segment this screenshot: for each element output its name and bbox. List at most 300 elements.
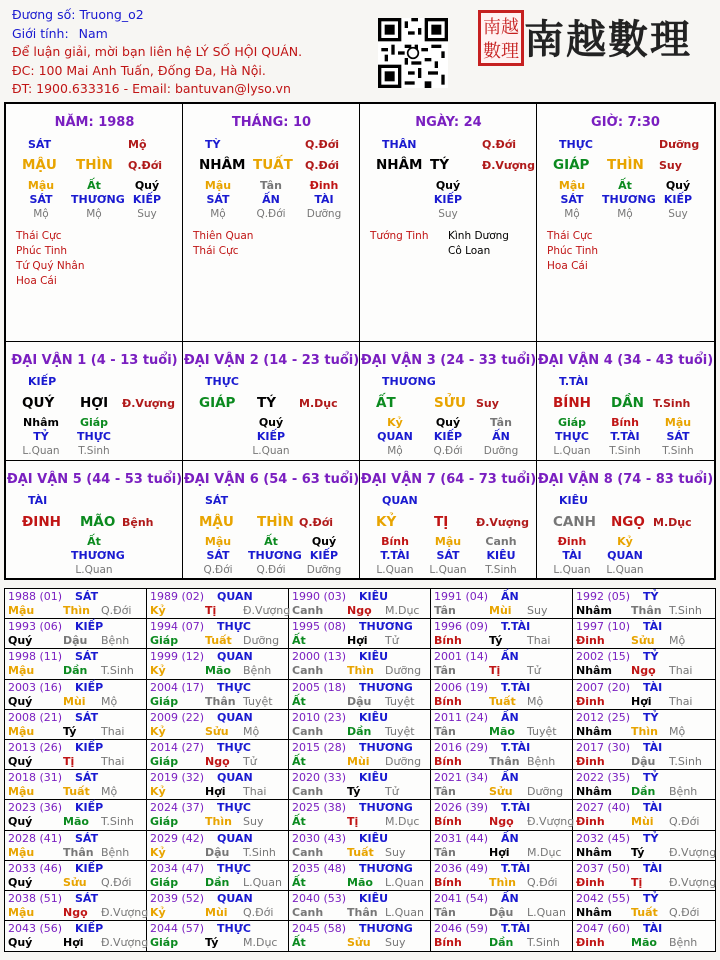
hidden-star: THƯƠNG xyxy=(602,193,656,206)
year-star: THỰC xyxy=(217,861,251,875)
year-star: THƯƠNG xyxy=(359,680,413,694)
pillar-can: NHÂM xyxy=(376,157,423,173)
year-can: Ất xyxy=(292,936,306,950)
dai-van-state: Đ.Vượng xyxy=(122,397,176,410)
dai-van-state: Q.Đới xyxy=(299,516,334,529)
year-label: 2046 (59) xyxy=(434,922,489,936)
year-label: 2016 (29) xyxy=(434,741,489,754)
hidden-can: Ất xyxy=(264,535,278,548)
year-cell xyxy=(431,649,573,679)
year-state: M.Dục xyxy=(243,936,278,950)
dai-van-title: ĐẠI VẬN 8 (74 - 83 tuổi) xyxy=(537,472,714,487)
year-label: 2045 (58) xyxy=(292,922,347,936)
year-chi: Tuất xyxy=(631,906,658,919)
year-star: SÁT xyxy=(75,590,99,603)
year-chi: Tuất xyxy=(205,634,232,648)
year-star: T.TÀI xyxy=(501,861,531,875)
shensha-right: Cô Loan xyxy=(448,245,491,257)
hidden-can: Ất xyxy=(87,179,101,192)
year-state: Q.Đới xyxy=(101,875,132,889)
year-cell xyxy=(5,589,147,619)
year-state: L.Quan xyxy=(385,906,424,919)
year-chi: Tuất xyxy=(347,845,374,859)
year-can: Đinh xyxy=(576,815,605,829)
year-star: TÀI xyxy=(643,620,663,634)
year-can: Nhâm xyxy=(576,906,612,919)
hidden-can: Mậu xyxy=(558,179,586,192)
shensha-right: Kình Dương xyxy=(448,230,509,242)
year-star: TÀI xyxy=(643,680,663,694)
dai-van-chi: NGỌ xyxy=(611,514,645,530)
dai-van-star: KIÊU xyxy=(559,494,589,507)
year-state: Mộ xyxy=(669,634,686,648)
hidden-can: Quý xyxy=(665,179,691,192)
shensha-left: Thiên Quan xyxy=(193,230,254,242)
year-star: THƯƠNG xyxy=(359,620,413,634)
dai-van-title: ĐẠI VẬN 4 (34 - 43 tuổi) xyxy=(537,353,714,368)
year-can: Mậu xyxy=(8,785,35,799)
pillar-cell xyxy=(537,104,714,342)
year-label: 1989 (02) xyxy=(150,590,205,603)
shensha-left: Thái Cực xyxy=(193,245,239,257)
year-label: 1997 (10) xyxy=(576,620,631,634)
dai-van-star: KIẾP xyxy=(28,375,57,388)
year-cell xyxy=(289,619,431,649)
year-star: SÁT xyxy=(75,650,99,664)
year-label: 2036 (49) xyxy=(434,861,489,875)
year-state: Tử xyxy=(385,634,399,648)
year-chi: Dậu xyxy=(205,845,230,859)
year-star: TỶ xyxy=(643,771,659,785)
year-chi: Tý xyxy=(631,845,645,859)
year-cell xyxy=(5,740,147,770)
year-label: 2030 (43) xyxy=(292,831,347,845)
year-cell xyxy=(573,891,715,921)
pillar-chi: TUẤT xyxy=(253,157,293,173)
hidden-star: ẤN xyxy=(262,193,280,206)
contact-line-3[interactable]: ĐT: 1900.633316 - Email: bantuvan@lyso.vn xyxy=(12,81,291,96)
dai-van-cell xyxy=(183,461,360,580)
year-star: TÀI xyxy=(643,922,663,936)
dai-van-state: M.Dục xyxy=(299,397,338,410)
year-star: KIẾP xyxy=(75,801,104,815)
year-state: Thai xyxy=(527,634,551,648)
year-state: Mộ xyxy=(527,694,544,708)
pillar-star-state: Dưỡng xyxy=(659,138,700,151)
year-state: M.Dục xyxy=(385,604,420,617)
year-cell xyxy=(573,861,715,891)
hidden-star: KIẾP xyxy=(132,193,162,206)
year-chi: Tị xyxy=(631,875,643,889)
year-star: ẤN xyxy=(501,710,519,724)
year-cell xyxy=(289,921,431,951)
year-cell xyxy=(147,649,289,679)
year-star: QUAN xyxy=(217,771,253,785)
year-state: Thai xyxy=(101,755,125,768)
year-state: Bệnh xyxy=(527,755,556,768)
dai-van-can: BÍNH xyxy=(553,395,591,411)
year-chi: Tị xyxy=(347,815,359,829)
year-state: Tử xyxy=(527,664,541,678)
year-label: 1990 (03) xyxy=(292,590,347,603)
year-can: Canh xyxy=(292,604,324,617)
dai-van-can: KỶ xyxy=(376,514,397,530)
hidden-state: Suy xyxy=(137,208,157,220)
year-state: Bệnh xyxy=(669,936,698,950)
year-state: Bệnh xyxy=(101,845,130,859)
year-label: 2003 (16) xyxy=(8,680,63,694)
year-label: 2042 (55) xyxy=(576,892,631,905)
hidden-can: Giáp xyxy=(79,416,109,429)
year-state: Đ.Vượng xyxy=(101,906,149,919)
year-can: Kỷ xyxy=(150,845,166,859)
year-cell xyxy=(573,589,715,619)
dai-van-state: T.Sinh xyxy=(653,397,691,410)
year-label: 1991 (04) xyxy=(434,590,489,603)
dai-van-star: THƯƠNG xyxy=(382,375,436,388)
year-chi: Thân xyxy=(631,604,662,617)
year-star: ẤN xyxy=(501,892,519,905)
year-state: T.Sinh xyxy=(101,664,134,678)
hidden-state: Q.Đới xyxy=(256,564,286,576)
hidden-can: Tân xyxy=(490,416,512,429)
year-can: Bính xyxy=(434,815,462,829)
year-cell xyxy=(289,891,431,921)
year-state: Suy xyxy=(385,845,406,859)
year-chi: Mùi xyxy=(63,694,86,708)
year-state: Đ.Vượng xyxy=(101,936,149,950)
pillar-chi-state: Q.Đới xyxy=(128,159,163,172)
hidden-star: KIẾP xyxy=(309,549,339,562)
year-chi: Tý xyxy=(63,724,77,738)
year-can: Canh xyxy=(292,906,324,919)
year-label: 2032 (45) xyxy=(576,831,631,845)
hidden-can: Kỷ xyxy=(617,535,633,548)
year-can: Đinh xyxy=(576,755,605,768)
year-state: Bệnh xyxy=(669,785,698,799)
year-can: Nhâm xyxy=(576,785,612,799)
year-state: Mộ xyxy=(243,724,260,738)
year-chi: Thân xyxy=(347,906,378,919)
year-chi: Mão xyxy=(631,936,657,950)
year-chi: Mão xyxy=(489,724,515,738)
year-label: 1996 (09) xyxy=(434,620,489,634)
year-state: Mộ xyxy=(669,724,686,738)
year-label: 2043 (56) xyxy=(8,922,63,936)
gender-value: Nam xyxy=(78,25,108,41)
year-label: 2047 (60) xyxy=(576,922,631,936)
hidden-star: T.TÀI xyxy=(380,549,410,562)
pillar-cell xyxy=(6,104,183,342)
hidden-state: Q.Đới xyxy=(433,445,463,457)
year-star: T.TÀI xyxy=(501,922,531,936)
hidden-state: L.Quan xyxy=(22,445,60,457)
year-state: M.Dục xyxy=(527,845,562,859)
year-label: 2008 (21) xyxy=(8,710,63,724)
year-state: Thai xyxy=(669,664,693,678)
year-can: Quý xyxy=(8,875,33,889)
hidden-can: Giáp xyxy=(557,416,587,429)
shensha-left: Thái Cực xyxy=(16,230,62,242)
year-can: Bính xyxy=(434,694,462,708)
annual-luck-grid xyxy=(4,588,716,952)
year-can: Kỷ xyxy=(150,604,166,617)
year-label: 2009 (22) xyxy=(150,710,205,724)
year-cell xyxy=(573,770,715,800)
hidden-star: SÁT xyxy=(560,193,584,206)
hidden-state: T.Sinh xyxy=(609,445,641,457)
year-cell xyxy=(5,921,147,951)
year-cell xyxy=(573,649,715,679)
year-can: Tân xyxy=(434,906,456,919)
year-can: Nhâm xyxy=(576,845,612,859)
year-chi: Ngọ xyxy=(205,755,230,768)
shensha-left: Thái Cực xyxy=(547,230,593,242)
year-state: Tử xyxy=(385,785,399,799)
hidden-state: Mộ xyxy=(617,208,633,220)
hidden-star: KIẾP xyxy=(433,430,463,443)
dai-van-title: ĐẠI VẬN 6 (54 - 63 tuổi) xyxy=(183,472,360,487)
hidden-can: Bính xyxy=(611,416,639,429)
hidden-star: KIẾP xyxy=(433,193,463,206)
year-star: THƯƠNG xyxy=(359,861,413,875)
hidden-star: TÀI xyxy=(562,549,582,562)
year-cell xyxy=(147,921,289,951)
year-chi: Thân xyxy=(489,755,520,768)
year-cell xyxy=(5,710,147,740)
year-star: T.TÀI xyxy=(501,741,531,754)
year-state: T.Sinh xyxy=(101,815,134,829)
year-star: KIÊU xyxy=(359,892,389,905)
year-cell xyxy=(289,680,431,710)
year-chi: Sửu xyxy=(63,875,87,889)
hidden-star: SÁT xyxy=(666,430,690,443)
dai-van-cell xyxy=(360,461,537,580)
year-state: Dưỡng xyxy=(243,634,280,648)
hidden-can: Quý xyxy=(311,535,337,548)
pillar-title: GIỜ: 7:30 xyxy=(591,115,660,130)
year-can: Quý xyxy=(8,755,33,768)
year-star: QUAN xyxy=(217,650,253,664)
year-can: Tân xyxy=(434,604,456,617)
year-can: Quý xyxy=(8,936,33,950)
year-cell xyxy=(147,770,289,800)
hidden-can: Mậu xyxy=(204,179,232,192)
year-cell xyxy=(5,891,147,921)
hidden-state: L.Quan xyxy=(553,445,591,457)
pillar-star: THỰC xyxy=(559,138,593,151)
year-can: Giáp xyxy=(150,694,179,708)
dai-van-chi: SỬU xyxy=(434,395,466,411)
year-can: Ất xyxy=(292,694,306,708)
year-star: KIÊU xyxy=(359,590,389,603)
year-chi: Thìn xyxy=(631,724,658,738)
hidden-state: Mộ xyxy=(564,208,580,220)
dai-van-can: GIÁP xyxy=(199,395,236,411)
year-can: Canh xyxy=(292,845,324,859)
year-state: T.Sinh xyxy=(669,755,702,768)
pillar-can: GIÁP xyxy=(553,157,590,173)
year-star: SÁT xyxy=(75,771,99,785)
year-star: TÀI xyxy=(643,861,663,875)
year-star: THƯƠNG xyxy=(359,801,413,815)
year-label: 2035 (48) xyxy=(292,861,347,875)
pillar-star: TỲ xyxy=(205,138,221,151)
year-star: KIÊU xyxy=(359,650,389,664)
year-label: 2039 (52) xyxy=(150,892,205,905)
year-chi: Mão xyxy=(205,664,231,678)
year-state: Dưỡng xyxy=(385,664,422,678)
year-state: Tuyệt xyxy=(243,694,273,708)
year-cell xyxy=(431,861,573,891)
year-star: THỰC xyxy=(217,741,251,754)
year-cell xyxy=(289,831,431,861)
year-star: KIẾP xyxy=(75,741,104,754)
year-cell xyxy=(147,800,289,830)
brand-title: 南越數理 xyxy=(524,16,692,63)
year-label: 1992 (05) xyxy=(576,590,631,603)
year-cell xyxy=(147,710,289,740)
year-can: Kỷ xyxy=(150,785,166,799)
owner-value: Truong_o2 xyxy=(79,7,144,22)
hidden-state: Q.Đới xyxy=(203,564,233,576)
dai-van-chi: THÌN xyxy=(257,514,294,530)
year-chi: Hợi xyxy=(63,936,84,950)
year-can: Ất xyxy=(292,755,306,768)
year-state: Bệnh xyxy=(101,634,130,648)
year-can: Giáp xyxy=(150,755,179,768)
year-chi: Mùi xyxy=(205,906,228,919)
year-state: T.Sinh xyxy=(243,845,276,859)
hidden-star: THƯƠNG xyxy=(248,549,302,562)
year-can: Ất xyxy=(292,875,306,889)
year-label: 1994 (07) xyxy=(150,620,205,634)
year-state: Đ.Vượng xyxy=(527,815,575,829)
year-label: 2014 (27) xyxy=(150,741,205,754)
year-label: 2018 (31) xyxy=(8,771,63,785)
year-label: 2001 (14) xyxy=(434,650,489,664)
year-state: Suy xyxy=(243,815,264,829)
pillar-chi-state: Q.Đới xyxy=(305,159,340,172)
year-chi: Sửu xyxy=(205,724,229,738)
dai-van-state: M.Dục xyxy=(653,516,692,529)
year-label: 2000 (13) xyxy=(292,650,347,664)
year-label: 2040 (53) xyxy=(292,892,347,905)
year-state: Mộ xyxy=(101,785,118,799)
year-cell xyxy=(573,740,715,770)
year-can: Canh xyxy=(292,724,324,738)
pillar-star-state: Q.Đới xyxy=(305,138,340,151)
year-cell xyxy=(289,770,431,800)
year-cell xyxy=(573,800,715,830)
pillar-can: NHÂM xyxy=(199,157,246,173)
year-state: Q.Đới xyxy=(101,604,132,617)
year-can: Đinh xyxy=(576,634,605,648)
year-cell xyxy=(289,649,431,679)
year-star: KIÊU xyxy=(359,771,389,785)
year-can: Đinh xyxy=(576,936,605,950)
year-state: Q.Đới xyxy=(243,906,274,919)
shensha-left: Hoa Cái xyxy=(16,275,57,287)
hidden-state: Dưỡng xyxy=(306,208,342,220)
pillar-cell xyxy=(360,104,537,342)
dai-van-cell xyxy=(537,342,714,461)
year-label: 2026 (39) xyxy=(434,801,489,815)
hidden-star: ẤN xyxy=(492,430,510,443)
dai-van-state: Suy xyxy=(476,397,499,410)
year-chi: Sửu xyxy=(347,936,371,950)
pillar-can: MẬU xyxy=(22,157,57,173)
year-can: Mậu xyxy=(8,724,35,738)
pillar-star: SÁT xyxy=(28,138,52,151)
year-chi: Dần xyxy=(205,875,230,889)
year-chi: Thân xyxy=(205,694,236,708)
hidden-star: THỰC xyxy=(555,430,589,443)
year-cell xyxy=(147,680,289,710)
year-cell xyxy=(5,680,147,710)
dai-van-chi: HỢI xyxy=(80,395,109,411)
dai-van-cell xyxy=(537,461,714,580)
year-star: QUAN xyxy=(217,831,253,845)
year-chi: Thìn xyxy=(63,604,90,617)
contact-line-2: ĐC: 100 Mai Anh Tuấn, Đống Đa, Hà Nội. xyxy=(12,62,266,78)
dai-van-state: Đ.Vượng xyxy=(476,516,530,529)
owner-label: Đương số: xyxy=(12,7,76,22)
shensha-left: Tứ Quý Nhân xyxy=(16,260,85,272)
hidden-can: Quý xyxy=(258,416,284,429)
hidden-state: T.Sinh xyxy=(485,564,517,576)
year-chi: Dần xyxy=(489,936,514,950)
hidden-can: Đinh xyxy=(557,535,587,548)
shensha-left: Tướng Tinh xyxy=(370,230,429,242)
year-state: M.Dục xyxy=(385,815,420,829)
year-cell xyxy=(573,680,715,710)
year-label: 2044 (57) xyxy=(150,922,205,936)
year-star: THỰC xyxy=(217,680,251,694)
year-can: Bính xyxy=(434,755,462,768)
year-chi: Thân xyxy=(63,845,94,859)
year-state: Tuyệt xyxy=(385,724,415,738)
year-star: TỶ xyxy=(643,650,659,664)
year-state: Mộ xyxy=(101,694,118,708)
year-star: QUAN xyxy=(217,590,253,603)
year-label: 2015 (28) xyxy=(292,741,347,754)
year-cell xyxy=(289,800,431,830)
year-chi: Mùi xyxy=(347,755,370,768)
year-state: T.Sinh xyxy=(669,604,702,617)
dai-van-cell xyxy=(6,342,183,461)
year-star: QUAN xyxy=(217,892,253,905)
year-state: L.Quan xyxy=(385,875,424,889)
hidden-state: Mộ xyxy=(33,208,49,220)
year-label: 2034 (47) xyxy=(150,861,205,875)
dai-van-can: QUÝ xyxy=(22,395,55,411)
year-state: Q.Đới xyxy=(527,875,558,889)
year-label: 2041 (54) xyxy=(434,892,489,905)
hidden-state: Dưỡng xyxy=(306,564,342,576)
year-can: Mậu xyxy=(8,604,35,617)
pillar-cell xyxy=(183,104,360,342)
year-can: Giáp xyxy=(150,875,179,889)
year-chi: Thìn xyxy=(347,664,374,678)
hidden-can: Mậu xyxy=(434,535,462,548)
year-can: Ất xyxy=(292,815,306,829)
year-can: Bính xyxy=(434,634,462,648)
hidden-state: L.Quan xyxy=(553,564,591,576)
year-cell xyxy=(431,800,573,830)
year-star: TỶ xyxy=(643,892,659,905)
year-can: Giáp xyxy=(150,634,179,648)
